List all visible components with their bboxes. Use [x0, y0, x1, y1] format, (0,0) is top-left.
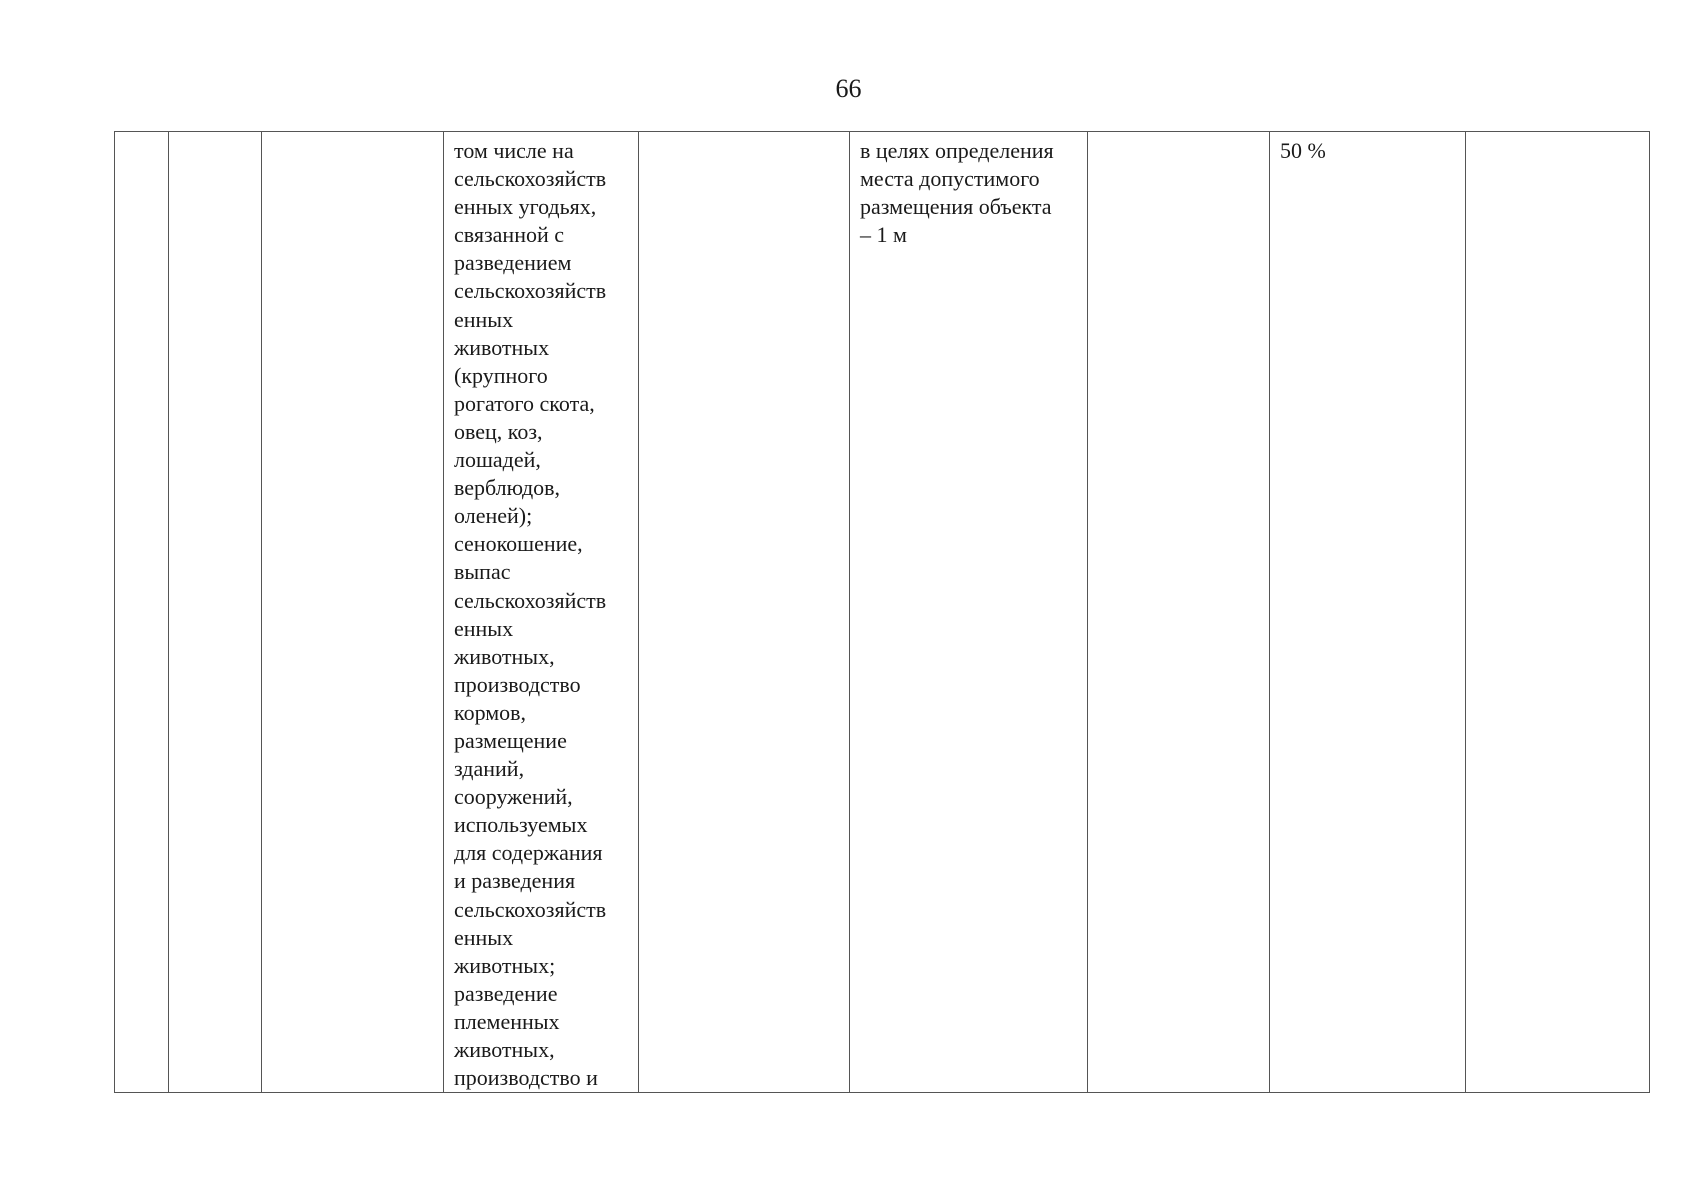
table-cell-setback: в целях определения места допустимого размещения объекта – 1 м	[850, 132, 1088, 1093]
table-cell-number	[115, 132, 169, 1093]
table-cell-height	[1088, 132, 1270, 1093]
page-number: 66	[835, 74, 862, 103]
table-cell-use-name	[262, 132, 444, 1093]
table-cell-use-description: том числе на сельскохозяйств енных угодьях, связанной с разведением сельскохозяйств енных животных (крупного рогатого скота, овец, коз, лошадей, верблюдов, оленей); сенокошение, выпас сельскохозяйств енных животных, производство кормов, размещение зданий, сооружений, используемых для содержания и разведения сельскохозяйств енных животных; разведение племенных животных, производство и	[444, 132, 639, 1093]
table-cell-code	[169, 132, 262, 1093]
table-cell-parameters	[639, 132, 850, 1093]
regulation-table	[114, 131, 1650, 1093]
table-cell-restrictions	[1466, 132, 1650, 1093]
table-row	[115, 132, 1650, 1093]
table-cell-coverage: 50 %	[1270, 132, 1466, 1093]
